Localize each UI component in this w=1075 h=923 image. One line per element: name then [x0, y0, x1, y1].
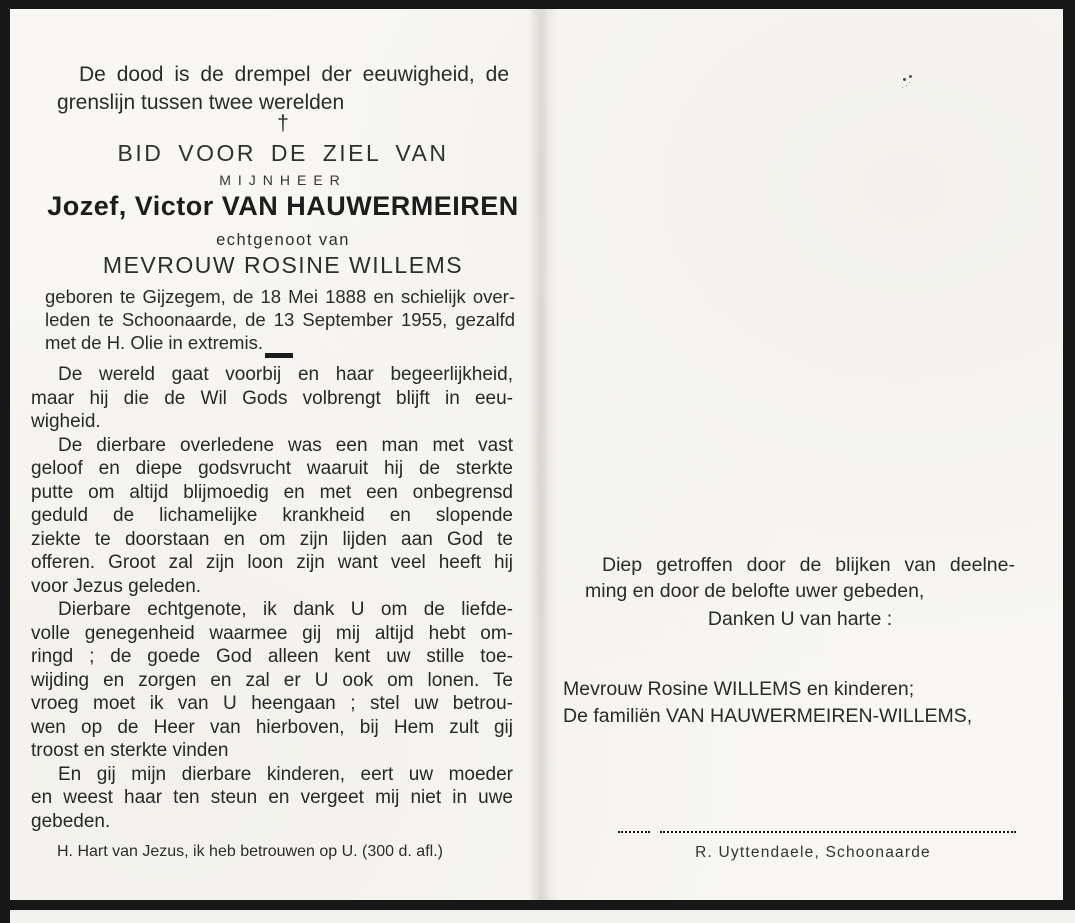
body-line: wigheid. — [31, 411, 101, 432]
body-line: wijding en zorgen en zal er U ook om lonen. Te — [31, 669, 513, 691]
thanks-line: ming en door de belofte uwer gebeden, — [585, 580, 925, 602]
body-line: volle genegenheid waarmee gij mij altijd hebt om- — [31, 622, 513, 644]
vitals-line: leden te Schoonaarde, de 13 September 1955, gezalfd — [45, 309, 515, 330]
vitals-line: met de H. Olie in extremis. — [45, 332, 263, 353]
dotted-rule-long — [660, 831, 1016, 833]
epigraph-line: De dood is de drempel der eeuwigheid, de — [79, 63, 509, 86]
card-paper — [10, 9, 1063, 900]
body-line: wen op de Heer van hierboven, bij Hem zult gij — [31, 716, 513, 738]
indulgence-prayer: H. Hart van Jezus, ik heb betrouwen op U. (300 d. afl.) — [57, 843, 443, 860]
body-line: En gij mijn dierbare kinderen, eert uw moeder — [58, 763, 513, 785]
thanks-line: Diep getroffen door de blijken van deelne- — [602, 554, 1015, 576]
body-line: troost en sterkte vinden — [31, 740, 229, 761]
body-line: geloof en diepe godsvrucht waaruit hij de sterkte — [31, 458, 513, 479]
thanks-closing: Danken U van harte : — [707, 608, 893, 630]
ink-smudge — [903, 78, 906, 81]
dotted-rule-short — [618, 831, 650, 833]
body-line: putte om altijd blijmoedig en met een onbegrensd — [31, 481, 513, 503]
body-line: geduld de lichamelijke krankheid en slopende — [31, 505, 513, 526]
cross-icon: † — [277, 112, 289, 135]
body-line: ziekte te doorstaan en om zijn lijden aan God te — [31, 528, 513, 550]
scan-frame-top — [0, 0, 1069, 9]
acknowledgment-text — [585, 552, 1015, 604]
invocation-heading: BID VOOR DE ZIEL VAN — [117, 140, 449, 166]
family-signature — [563, 676, 1063, 729]
deceased-name: Jozef, Victor VAN HAUWERMEIREN — [47, 191, 519, 221]
honorific-title: MIJNHEER — [219, 172, 347, 188]
body-line: offeren. Groot zal zijn loon zijn want veel heeft hij — [31, 552, 513, 573]
body-line: vroeg moet ik van U heengaan ; stel uw betrou- — [31, 693, 513, 714]
birth-death-details — [45, 285, 515, 354]
body-line: en weest haar ten steun en vergeet mij niet in uwe — [31, 787, 513, 808]
section-divider — [265, 353, 293, 358]
body-line: gebeden. — [31, 810, 111, 832]
body-line: voor Jezus geleden. — [31, 575, 202, 597]
body-line: De wereld gaat voorbij en haar begeerlijkheid, — [58, 364, 513, 385]
epigraph — [57, 61, 509, 116]
family-line: De familiën VAN HAUWERMEIREN-WILLEMS, — [563, 704, 973, 727]
family-line: Mevrouw Rosine WILLEMS en kinderen; — [563, 678, 915, 700]
printer-imprint: R. Uyttendaele, Schoonaarde — [695, 844, 931, 861]
body-line: ringd ; de goede God alleen kent uw stille toe- — [31, 646, 513, 667]
relation-line: echtgenoot van — [216, 231, 350, 249]
memorial-text — [31, 363, 513, 833]
scanner-background-strip — [10, 910, 1075, 923]
center-fold — [528, 9, 558, 900]
vitals-line: geboren te Gijzegem, de 18 Mei 1888 en schielijk over- — [45, 286, 515, 307]
epigraph-line: grenslijn tussen twee werelden — [57, 90, 345, 114]
body-line: De dierbare overledene was een man met vast — [58, 434, 513, 456]
spouse-name: MEVROUW ROSINE WILLEMS — [102, 252, 464, 278]
body-line: maar hij die de Wil Gods volbrengt blijft in eeu- — [31, 387, 513, 409]
body-line: Dierbare echtgenote, ik dank U om de liefde- — [58, 599, 513, 620]
scan-frame-bottom — [0, 900, 1075, 910]
scan-frame-left — [0, 0, 10, 923]
scan-frame-right — [1063, 0, 1075, 906]
